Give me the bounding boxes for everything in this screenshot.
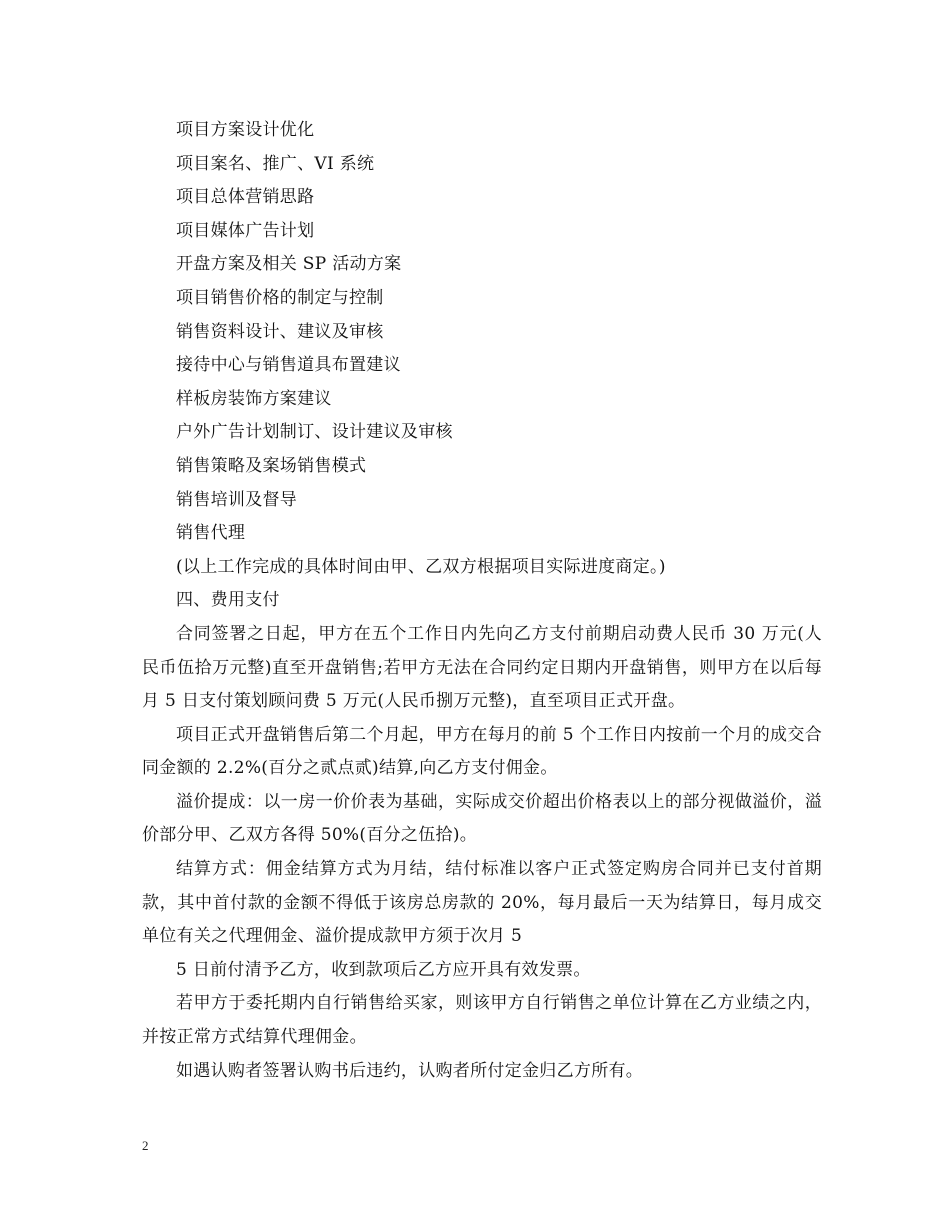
paragraph-payment-deadline: 5 日前付清予乙方，收到款项后乙方应开具有效发票。 [176,959,591,980]
service-item-sales-agency: 销售代理 [176,523,246,544]
paragraph-premium-share: 溢价提成：以一房一价价表为基础，实际成交价超出价格表以上的部分视做溢价，溢价部分甲、乙双方各得 50%(百分之伍拾)。 [142,791,822,846]
section-heading-fee-payment: 四、费用支付 [176,590,280,611]
page-number: 2 [142,1138,149,1153]
service-item-pricing-control: 项目销售价格的制定与控制 [176,287,384,308]
service-item-outdoor-ads: 户外广告计划制订、设计建议及审核 [176,422,453,443]
service-item-marketing-strategy: 项目总体营销思路 [176,187,315,208]
schedule-note: (以上工作完成的具体时间由甲、乙双方根据项目实际进度商定。) [176,556,666,577]
service-item-sales-materials: 销售资料设计、建议及审核 [176,321,384,342]
paragraph-settlement-method: 结算方式：佣金结算方式为月结，结付标准以客户正式签定购房合同并已支付首期款，其中首付款的金额不得低于该房总房款的 20%，每月最后一天为结算日，每月成交单位有关之代理佣金、溢价提成款甲方须于次月 5 [142,859,822,947]
paragraph-default-deposit: 如遇认购者签署认购书后违约，认购者所付定金归乙方所有。 [176,1060,644,1081]
service-item-opening-sp-plan: 开盘方案及相关 SP 活动方案 [176,254,402,275]
paragraph-self-sale: 若甲方于委托期内自行销售给买家，则该甲方自行销售之单位计算在乙方业绩之内，并按正常方式结算代理佣金。 [142,993,822,1048]
service-item-sales-training: 销售培训及督导 [176,489,298,510]
service-item-design-optimization: 项目方案设计优化 [176,120,315,140]
document-body [142,114,822,1088]
paragraph-startup-fee: 合同签署之日起，甲方在五个工作日内先向乙方支付前期启动费人民币 30 万元(人民币伍拾万元整)直至开盘销售;若甲方无法在合同约定日期内开盘销售，则甲方在以后每月 5 日支付策划顾问费 5 万元(人民币捌万元整)，直至项目正式开盘。 [142,623,822,712]
service-item-media-plan: 项目媒体广告计划 [176,220,315,241]
service-item-showroom-decoration: 样板房装饰方案建议 [176,388,332,409]
service-item-naming-promotion-vi: 项目案名、推广、VI 系统 [176,153,375,174]
service-item-sales-strategy: 销售策略及案场销售模式 [176,455,367,476]
service-item-reception-center: 接待中心与销售道具布置建议 [176,355,401,376]
paragraph-commission: 项目正式开盘销售后第二个月起，甲方在每月的前 5 个工作日内按前一个月的成交合同金额的 2.2%(百分之贰点贰)结算,向乙方支付佣金。 [142,724,822,779]
